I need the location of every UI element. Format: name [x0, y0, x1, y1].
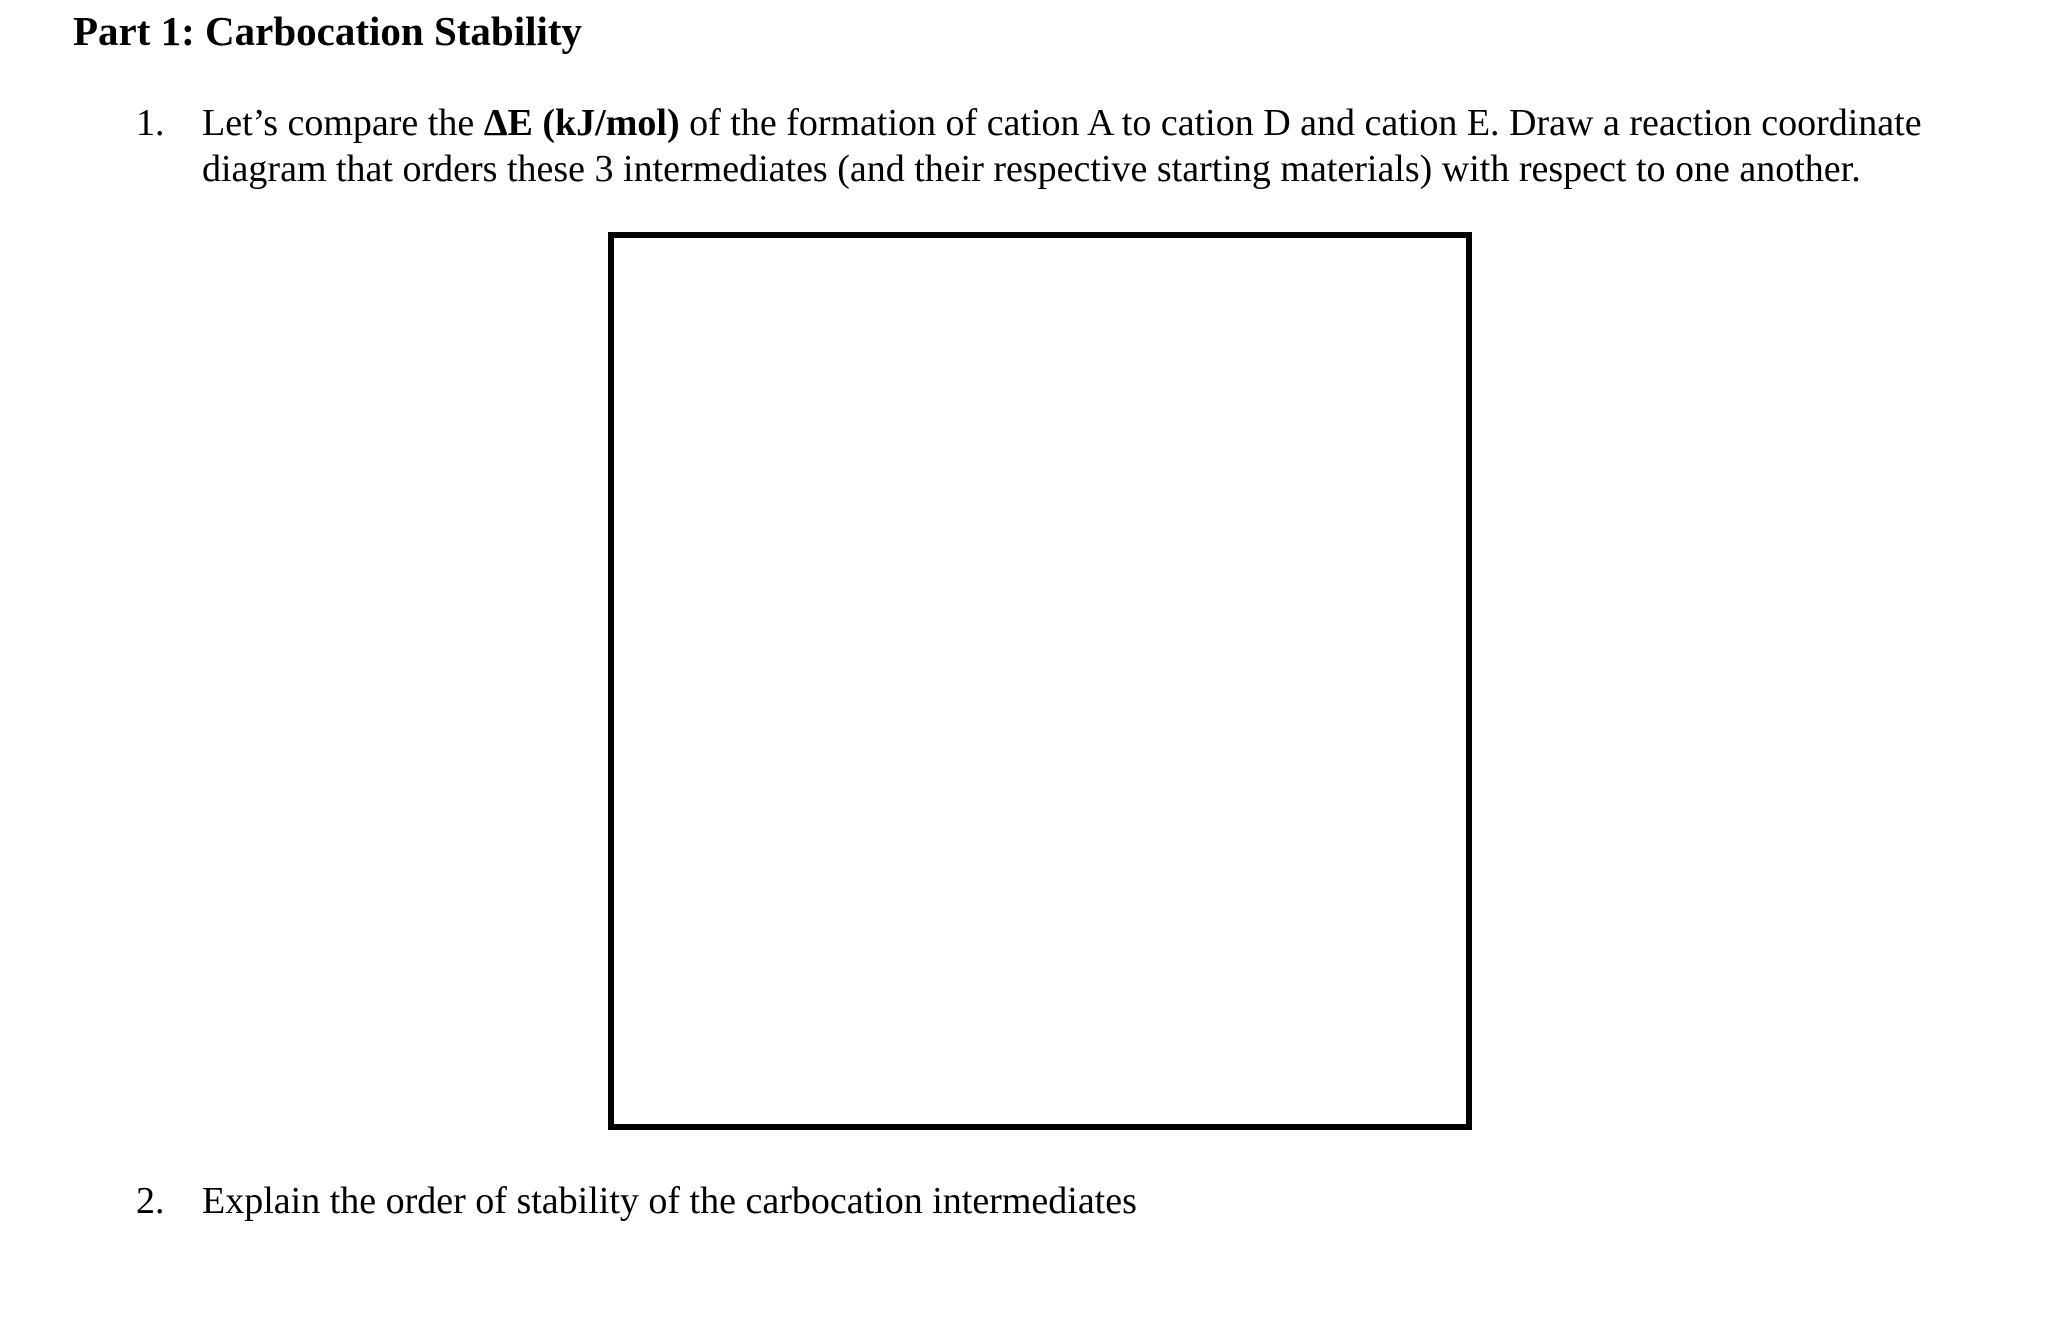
question-1-number: 1.	[136, 102, 165, 144]
question-2-text: Explain the order of stability of the carbocation intermediates	[202, 1180, 1137, 1222]
question-1-text-end: of the formation of cation A to cation D and cation E. Draw a reaction coordinate	[679, 102, 1922, 144]
delta-e-term: ΔE (kJ/mol)	[483, 102, 680, 144]
question-1-text	[202, 100, 2054, 192]
diagram-answer-box[interactable]	[608, 232, 1472, 1130]
question-2-number: 2.	[136, 1180, 165, 1222]
question-1-text-start: Let’s compare the	[202, 102, 484, 144]
question-1-line-2: diagram that orders these 3 intermediates (and their respective starting materials) with respect to one another.	[202, 148, 1861, 190]
question-1-line-1	[202, 100, 2054, 146]
section-heading: Part 1: Carbocation Stability	[73, 8, 583, 54]
